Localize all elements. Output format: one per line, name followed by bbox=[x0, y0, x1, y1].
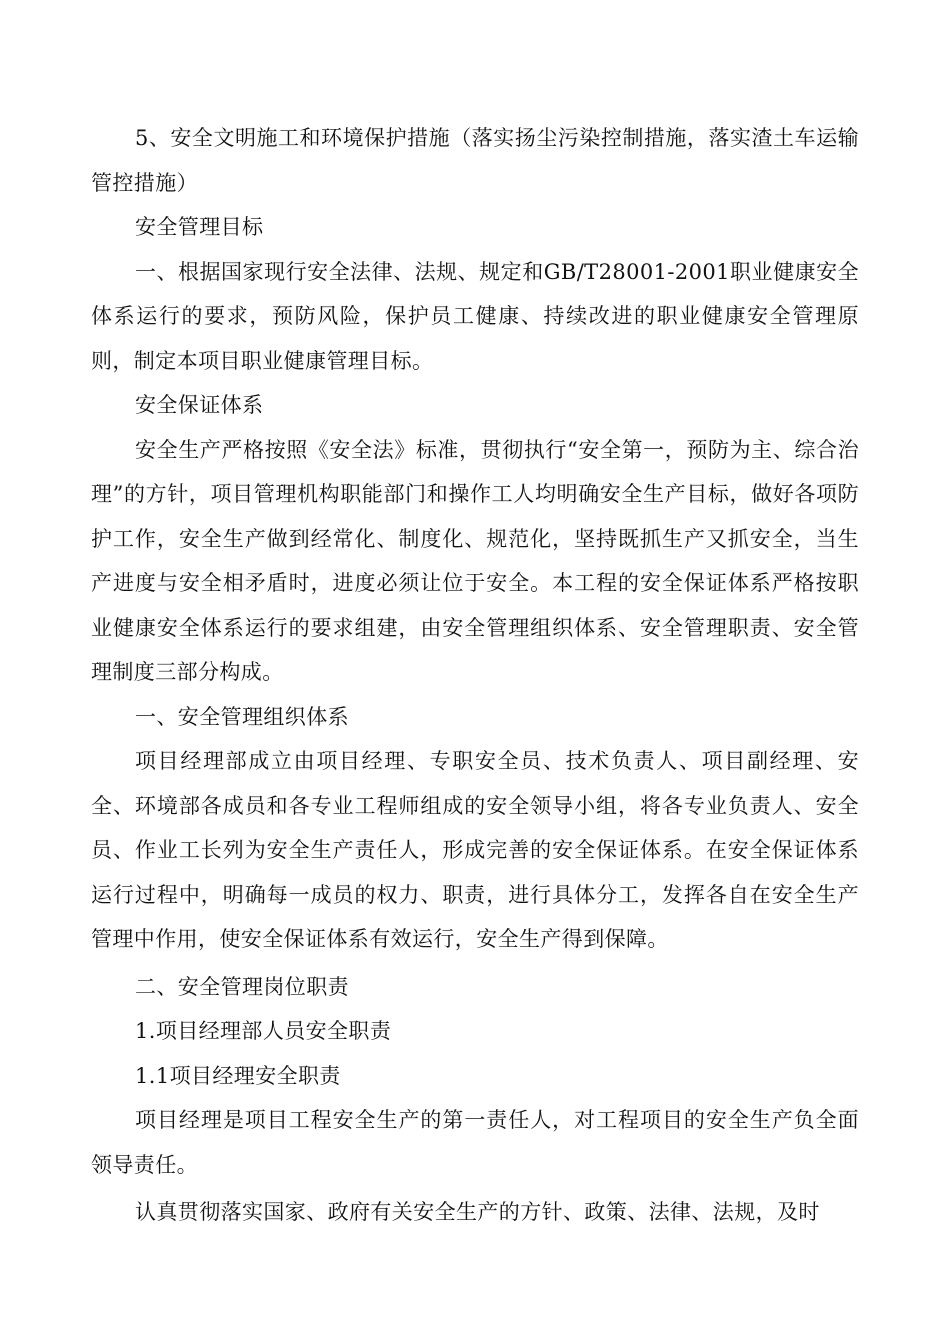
heading-pm-duties: 1.1项目经理安全职责 bbox=[135, 1063, 341, 1088]
paragraph-implement-policies: 认真贯彻落实国家、政府有关安全生产的方针、政策、法律、法规，及时 bbox=[135, 1200, 820, 1224]
paragraph-organization-content: 项目经理部成立由项目经理、专职安全员、技术负责人、项目副经理、安全、环境部各成员和各专业工程师组成的安全领导小组，将各专业负责人、安全员、作业工长列为安全生产责任人，形成完善的安全保证体系。在安全保证体系运行过程中，明确每一成员的权力、职责，进行具体分工，发挥各自在安全生产管理中作用，使安全保证体系有效运行，安全生产得到保障。 bbox=[91, 749, 859, 951]
heading-safety-assurance: 安全保证体系 bbox=[135, 393, 264, 417]
paragraph-goal-content: 一、根据国家现行安全法律、法规、规定和GB/T28001-2001职业健康安全体系运行的要求，预防风险，保护员工健康、持续改进的职业健康安全管理原则，制定本项目职业健康管理目标。 bbox=[91, 259, 859, 373]
heading-safety-goal: 安全管理目标 bbox=[135, 215, 264, 239]
heading-staff-duties: 1.项目经理部人员安全职责 bbox=[135, 1019, 392, 1043]
heading-job-duties: 二、安全管理岗位职责 bbox=[135, 974, 349, 999]
paragraph-pm-responsibility: 项目经理是项目工程安全生产的第一责任人，对工程项目的安全生产负全面领导责任。 bbox=[91, 1108, 859, 1177]
document-page bbox=[91, 116, 859, 1235]
section-heading-safety-measures: 5、安全文明施工和环境保护措施（落实扬尘污染控制措施，落实渣土车运输管控措施） bbox=[91, 126, 859, 195]
paragraph-assurance-content: 安全生产严格按照《安全法》标准，贯彻执行“安全第一，预防为主、综合治理”的方针，项目管理机构职能部门和操作工人均明确安全生产目标，做好各项防护工作，安全生产做到经常化、制度化、规范化，坚持既抓生产又抓安全，当生产进度与安全相矛盾时，进度必须让位于安全。本工程的安全保证体系严格按职业健康安全体系运行的要求组建，由安全管理组织体系、安全管理职责、安全管理制度三部分构成。 bbox=[91, 437, 859, 684]
heading-organization-system: 一、安全管理组织体系 bbox=[135, 704, 349, 729]
